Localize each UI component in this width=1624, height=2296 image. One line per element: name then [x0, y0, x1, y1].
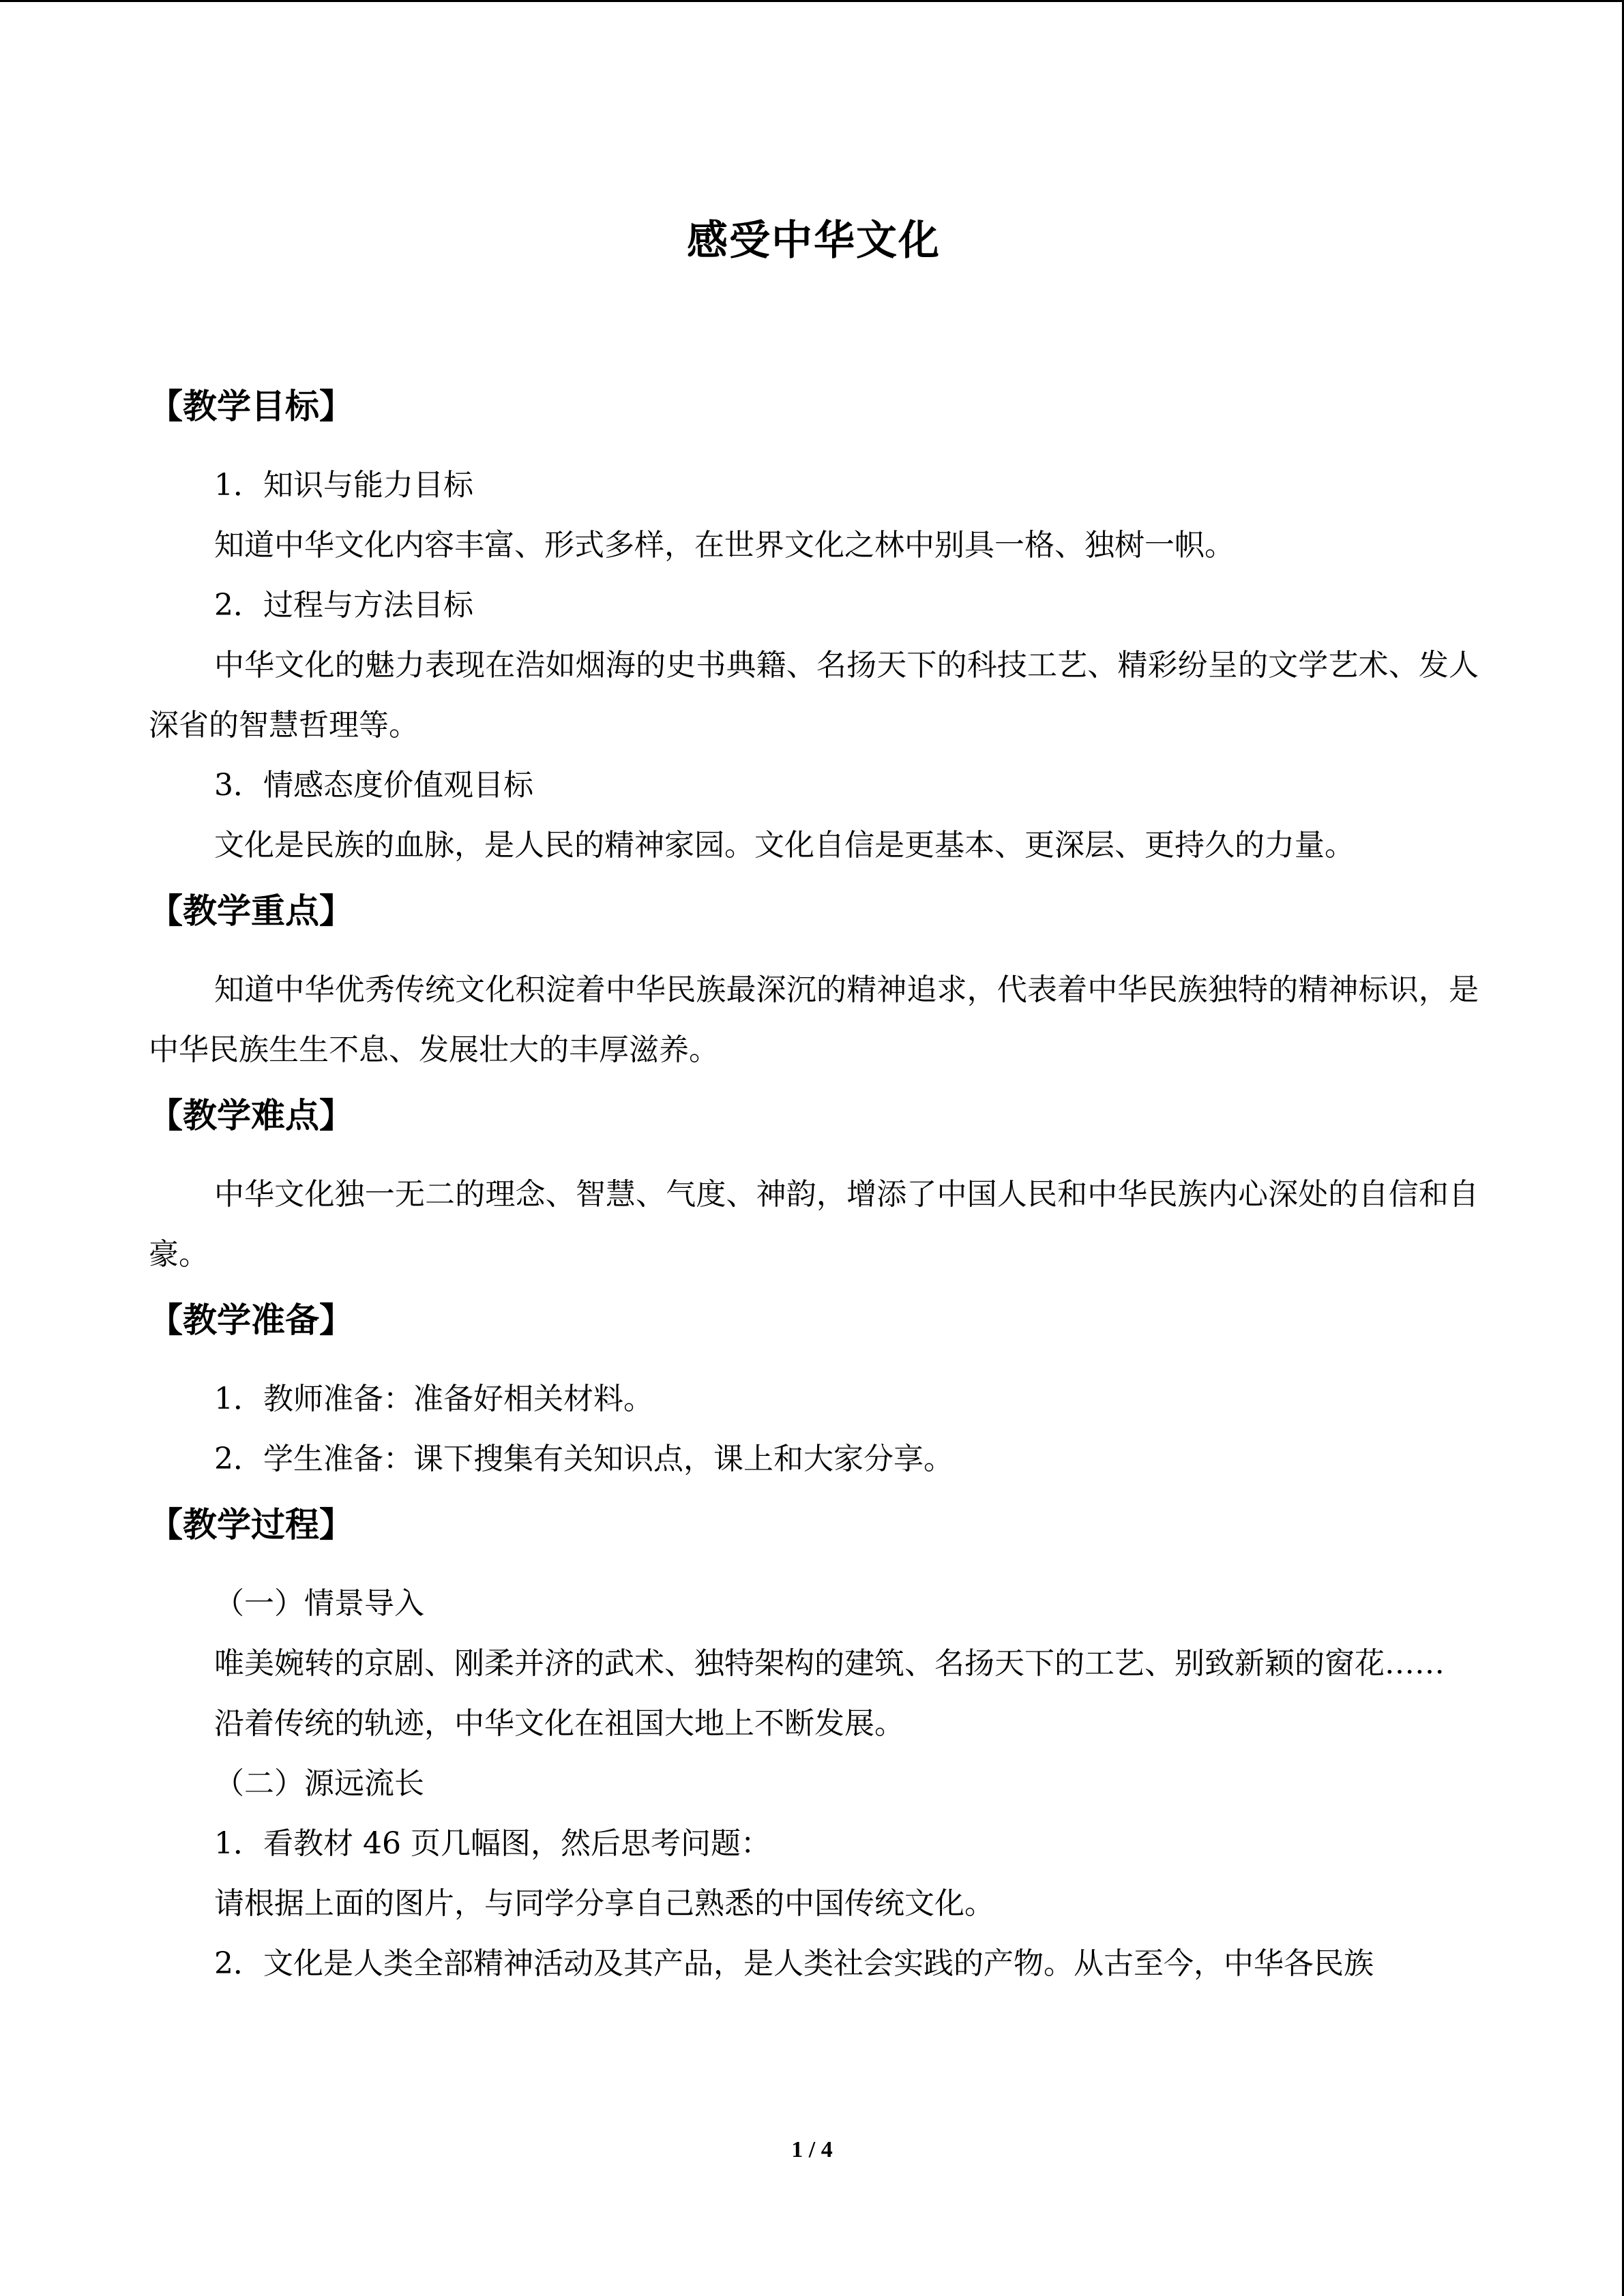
section-process	[149, 1489, 1479, 1994]
page-title: 感受中华文化	[687, 217, 941, 265]
process-subheading-2: （二）源远流长	[214, 1766, 424, 1801]
objectives-item-1-title: 1．知识与能力目标	[214, 468, 473, 503]
process-text-2: 沿着传统的轨迹，中华文化在祖国大地上不断发展。	[214, 1706, 904, 1741]
difficulties-text: 中华文化独一无二的理念、智慧、气度、神韵，增添了中国人民和中华民族内心深处的自信和自豪。	[149, 1177, 1479, 1272]
process-text-5: 2．文化是人类全部精神活动及其产品，是人类社会实践的产物。从古至今，中华各民族	[214, 1946, 1374, 1981]
section-heading-preparation: 【教学准备】	[149, 1300, 353, 1340]
section-objectives	[149, 382, 1479, 876]
objectives-item-3-text: 文化是民族的血脉，是人民的精神家园。文化自信是更基本、更深层、更持久的力量。	[214, 828, 1355, 863]
objectives-item-2-title: 2．过程与方法目标	[214, 588, 473, 623]
top-border-line	[0, 0, 1624, 2]
process-subheading-1: （一）情景导入	[214, 1586, 424, 1621]
section-difficulties	[149, 1080, 1479, 1285]
document-body	[149, 382, 1479, 1994]
section-heading-key-points: 【教学重点】	[149, 891, 353, 931]
section-preparation	[149, 1285, 1479, 1489]
objectives-item-1-text: 知道中华文化内容丰富、形式多样，在世界文化之林中别具一格、独树一帜。	[214, 528, 1235, 563]
section-heading-difficulties: 【教学难点】	[149, 1095, 353, 1135]
process-text-1: 唯美婉转的京剧、刚柔并济的武术、独特架构的建筑、名扬天下的工艺、别致新颖的窗花……	[214, 1646, 1445, 1681]
preparation-teacher: 1．教师准备：准备好相关材料。	[214, 1382, 653, 1416]
preparation-student: 2．学生准备：课下搜集有关知识点，课上和大家分享。	[214, 1442, 954, 1476]
key-points-text: 知道中华优秀传统文化积淀着中华民族最深沉的精神追求，代表着中华民族独特的精神标识，是中华民族生生不息、发展壮大的丰厚滋养。	[149, 972, 1479, 1067]
section-heading-process: 【教学过程】	[149, 1504, 353, 1545]
page-number: 1 / 4	[791, 2137, 833, 2162]
section-heading-objectives: 【教学目标】	[149, 386, 353, 426]
objectives-item-3-title: 3．情感态度价值观目标	[214, 768, 533, 803]
objectives-item-2-text: 中华文化的魅力表现在浩如烟海的史书典籍、名扬天下的科技工艺、精彩纷呈的文学艺术、发人深省的智慧哲理等。	[149, 648, 1479, 743]
process-text-3: 1．看教材 46 页几幅图，然后思考问题：	[214, 1826, 771, 1861]
process-text-4: 请根据上面的图片，与同学分享自己熟悉的中国传统文化。	[214, 1886, 994, 1921]
section-key-points	[149, 876, 1479, 1080]
